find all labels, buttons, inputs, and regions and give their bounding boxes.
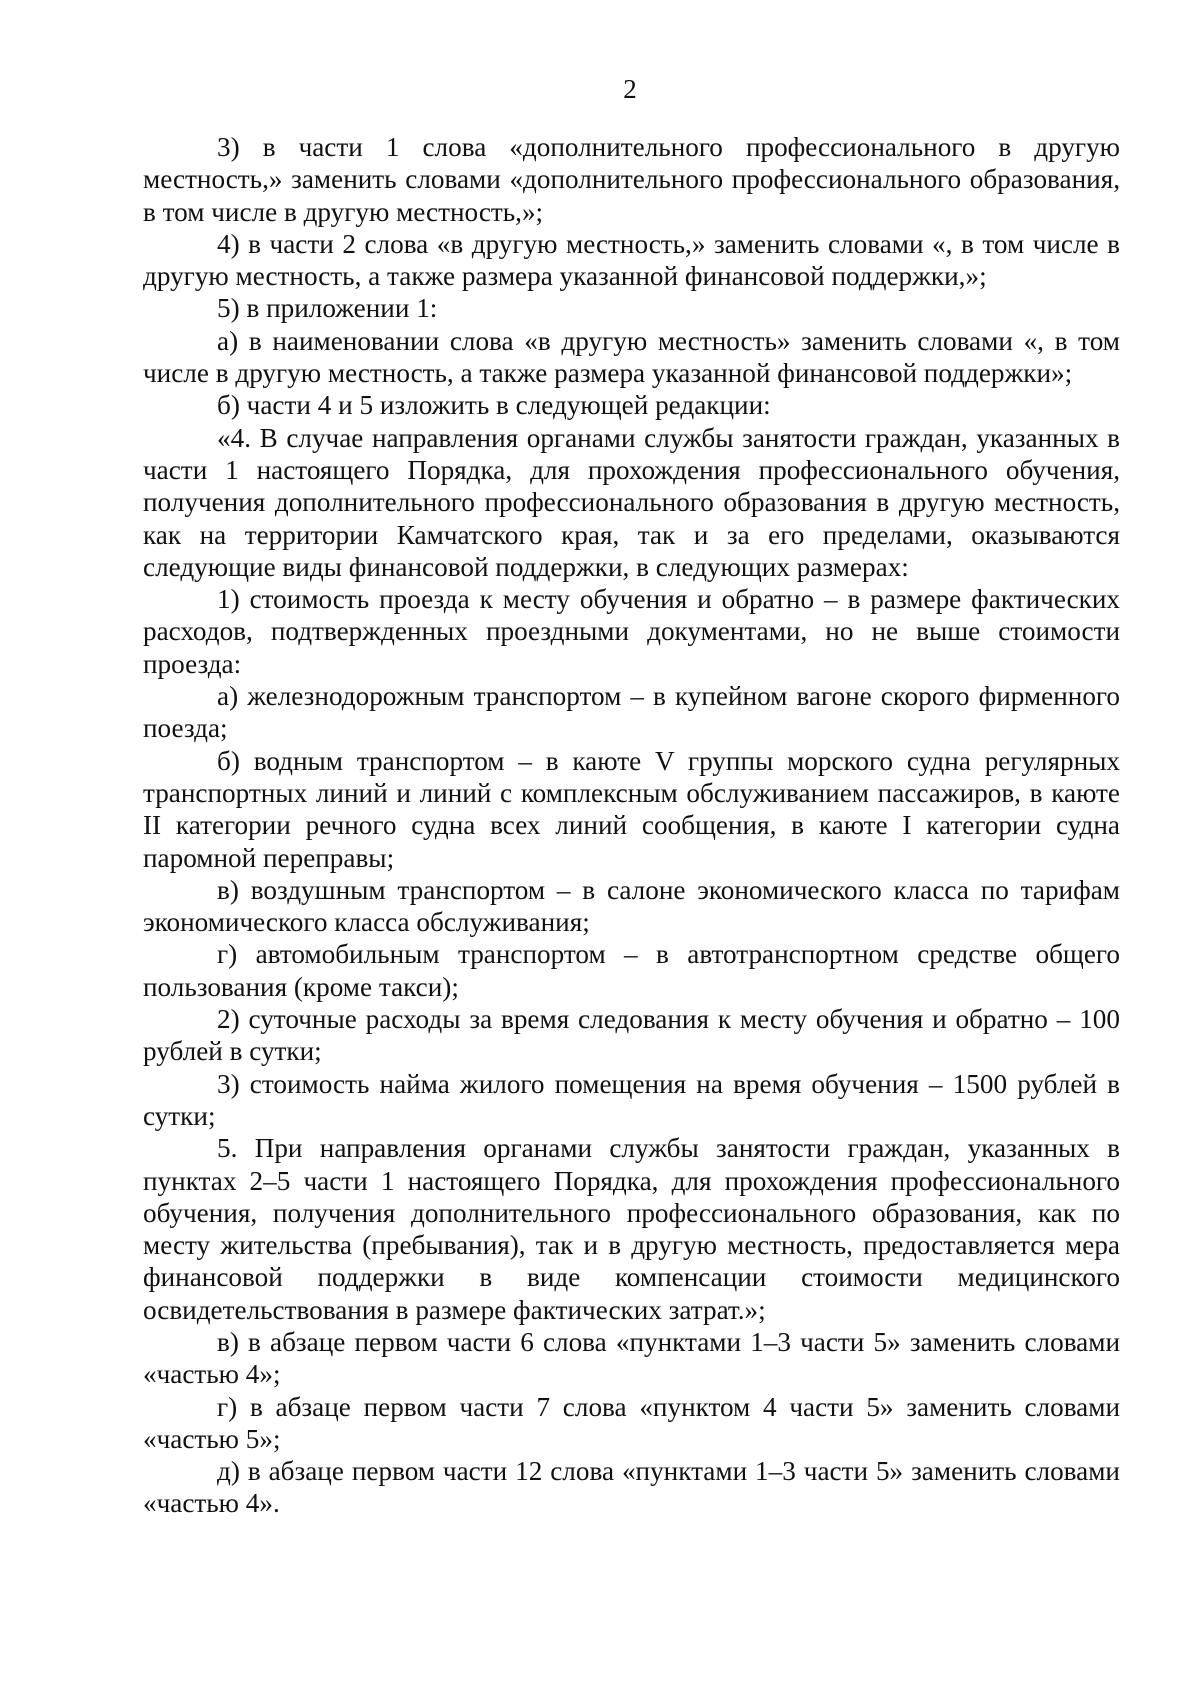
page-number: 2	[623, 74, 637, 104]
paragraph-amend-5v: в) в абзаце первом части 6 слова «пунктами 1–3 части 5» заменить словами «частью 4»;	[143, 1326, 1120, 1390]
paragraph-item-1-travel-cost: 1) стоимость проезда к месту обучения и обратно – в размере фактических расходов, подтвержденных проездными документами, но не выше стоимости проезда:	[143, 584, 1120, 679]
paragraph-amend-5g: г) в абзаце первом части 7 слова «пунктом 4 части 5» заменить словами «частью 5»;	[143, 1391, 1120, 1454]
paragraph-item-b-water: б) водным транспортом – в каюте V группы морского судна регулярных транспортных линий и линий с комплексным обслуживанием пассажиров, в каюте II категории речного судна всех линий сообщения, в каюте I категории судна паромной переправы;	[143, 745, 1120, 873]
paragraph-item-2-daily: 2) суточные расходы за время следования к месту обучения и обратно – 100 рублей в сутки;	[143, 1004, 1120, 1067]
paragraph-item-3-housing: 3) стоимость найма жилого помещения на время обучения – 1500 рублей в сутки;	[143, 1068, 1120, 1131]
paragraph-amend-5a: а) в наименовании слова «в другую местность» заменить словами «, в том числе в другую местность, а также размера указанной финансовой поддержки»;	[143, 325, 1120, 389]
paragraph-item-g-auto: г) автомобильным транспортом – в автотранспортном средстве общего пользования (кроме такси);	[143, 939, 1120, 1002]
paragraph-amend-5: 5) в приложении 1:	[217, 293, 438, 324]
document-body	[143, 131, 1120, 1520]
paragraph-part-5: 5. При направления органами службы занятости граждан, указанных в пунктах 2–5 части 1 настоящего Порядка, для прохождения профессионального обучения, получения дополнительного профессионального образования, как по месту жительства (пребывания), так и в другую местность, предоставляется мера финансовой поддержки в виде компенсации стоимости медицинского освидетельствования в размере фактических затрат.»;	[143, 1133, 1120, 1325]
paragraph-amend-5d: д) в абзаце первом части 12 слова «пунктами 1–3 части 5» заменить словами «частью 4».	[143, 1456, 1120, 1519]
paragraph-amend-3: 3) в части 1 слова «дополнительного профессионального в другую местность,» заменить словами «дополнительного профессионального образования, в том числе в другую местность,»;	[143, 132, 1120, 227]
paragraph-amend-5b: б) части 4 и 5 изложить в следующей редакции:	[217, 390, 771, 421]
paragraph-item-v-air: в) воздушным транспортом – в салоне экономического класса по тарифам экономического класса обслуживания;	[143, 874, 1120, 938]
paragraph-amend-4: 4) в части 2 слова «в другую местность,» заменить словами «, в том числе в другую местность, а также размера указанной финансовой поддержки,»;	[143, 228, 1120, 292]
paragraph-item-a-rail: а) железнодорожным транспортом – в купейном вагоне скорого фирменного поезда;	[143, 681, 1120, 744]
paragraph-part-4-intro: «4. В случае направления органами службы занятости граждан, указанных в части 1 настоящего Порядка, для прохождения профессионального обучения, получения дополнительного профессионального образования в другую местность, как на территории Камчатского края, так и за его пределами, оказываются следующие виды финансовой поддержки, в следующих размерах:	[143, 422, 1120, 582]
